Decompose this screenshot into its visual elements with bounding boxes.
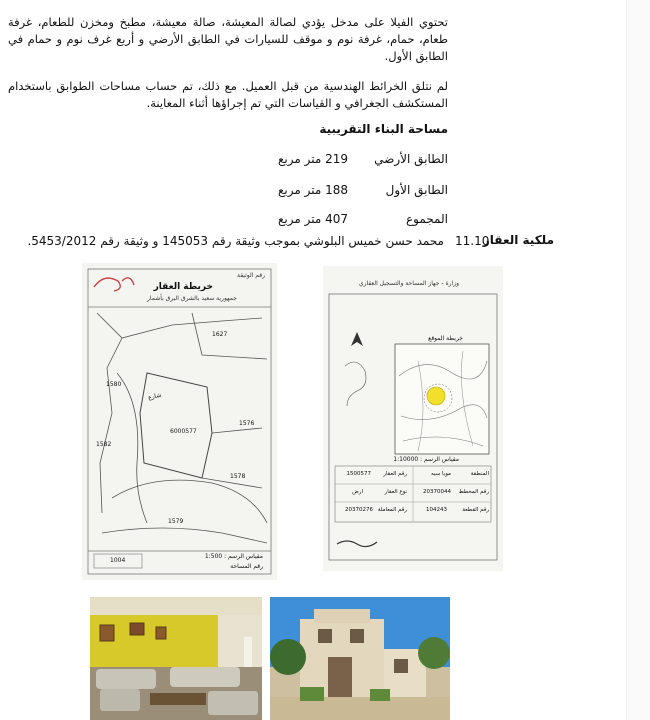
site-field-label: نوع العقار: [384, 489, 407, 495]
plot-label: 1580: [106, 381, 122, 388]
plot-map-subtitle: جمهورية سعيد بالشرق البرق بأشمار: [147, 295, 237, 302]
site-field-label: رقم المعاملة: [377, 507, 407, 513]
plot-label: 1579: [168, 518, 184, 525]
plot-label: 1582: [96, 441, 112, 448]
site-field-value: 20370276: [345, 507, 373, 513]
site-field-value: 1500577: [346, 471, 371, 477]
site-field-label: رقم المخطط: [458, 489, 489, 495]
site-field-value: 104243: [426, 507, 447, 513]
area-label: الطابق الأرضي: [374, 152, 448, 166]
site-field-value: ارض: [352, 489, 363, 495]
ownership-title: ملكية العقار: [482, 233, 554, 247]
site-map-drawing: [323, 266, 503, 571]
plot-map-document: [82, 263, 277, 580]
description-paragraph-2: لم نتلق الخرائط الهندسية من قبل العميل. مع ذلك، تم حساب مساحات الطوابق باستخدام المستكشف الجغرافي و القياسات التي تم إجراؤها أثناء المعاينة.: [8, 79, 448, 110]
area-value: 407 متر مربع: [278, 212, 348, 226]
plot-label: 1627: [212, 331, 228, 338]
plot-map-footer-value: 1004: [110, 557, 126, 564]
site-map-scale: مقياس الرسم : 1:10000: [393, 456, 459, 463]
area-label: الطابق الأول: [385, 183, 448, 197]
ownership-number: 11.10: [455, 234, 490, 248]
plot-label: 1578: [230, 473, 246, 480]
living-room-photo: [90, 597, 262, 720]
area-value: 188 متر مربع: [278, 183, 348, 197]
site-map-title: خريطة الموقع: [428, 335, 463, 342]
site-map-document: [323, 266, 503, 571]
area-label: المجموع: [406, 212, 448, 226]
subject-plot-label: 6000577: [170, 428, 197, 435]
site-field-label: رقم العقار: [383, 471, 407, 477]
plot-map-doc-no: رقم الوثيقة: [237, 272, 265, 279]
areas-heading: مساحة البناء التقريبية: [319, 122, 448, 136]
page-edge: [626, 0, 650, 720]
description-paragraph-1: تحتوي الفيلا على مدخل يؤدي لصالة المعيشة، صالة معيشة، مطبخ ومخزن للطعام، غرفة طعام، حمام، غرفة نوم و موقف للسيارات في الطابق الأرضي و أربع غرف نوم و حمام في الطابق الأول.: [8, 15, 448, 63]
plot-map-scale: مقياس الرسم : 1:500: [204, 553, 263, 560]
site-map-subtitle: وزارة - جهاز المساحة والتسجيل العقاري: [358, 280, 459, 287]
site-field-label: المنطقة: [470, 471, 489, 477]
living-room-image: [90, 597, 262, 720]
plot-label: 1576: [239, 420, 255, 427]
site-field-label: رقم القطعة: [462, 507, 489, 513]
villa-exterior-photo: [270, 597, 450, 720]
plot-map-survey-no: رقم المساحة: [230, 563, 263, 570]
plot-map-title: خريطة العقار: [153, 282, 213, 292]
road-label: شارع: [147, 391, 162, 402]
villa-exterior-image: [270, 597, 450, 720]
site-field-value: 20370044: [423, 489, 451, 495]
area-value: 219 متر مربع: [278, 152, 348, 166]
site-field-value: مويا سيه: [431, 471, 451, 477]
ownership-text: محمد حسن خميس البلوشي بموجب وثيقة رقم 145053 و وثيقة رقم 5453/2012.: [27, 234, 444, 248]
